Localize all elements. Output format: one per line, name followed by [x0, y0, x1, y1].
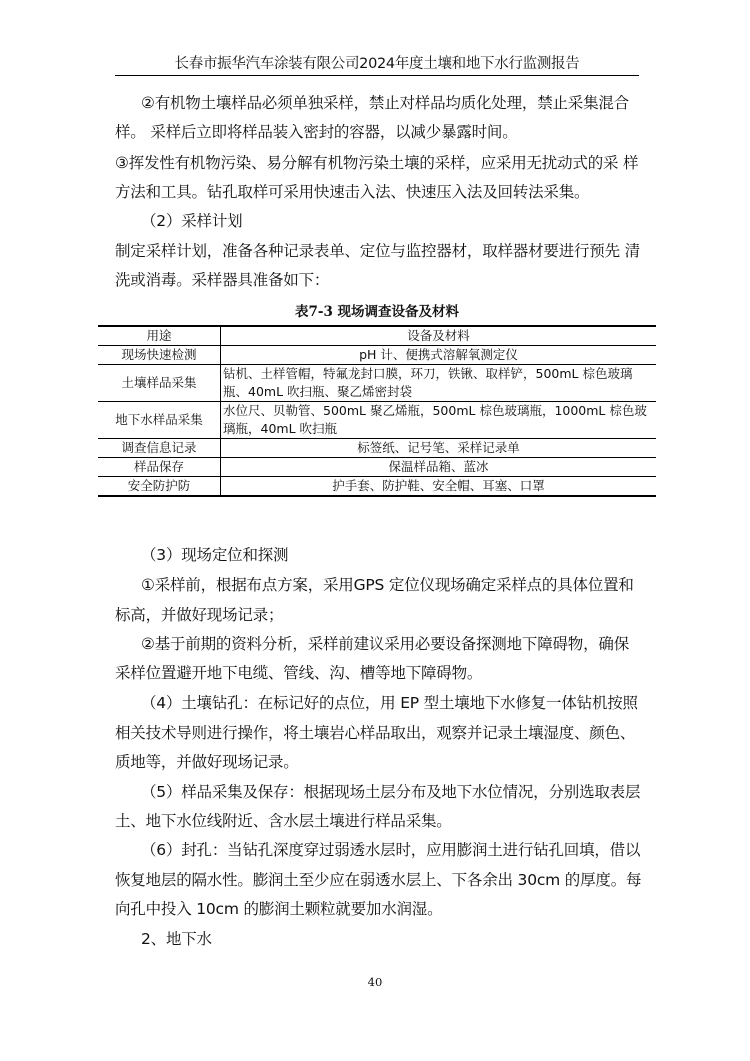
text-line: 向孔中投入 10cm 的膨润土颗粒就要加水润湿。 [115, 900, 443, 918]
text-line: （5）样品采集及保存：根据现场土层分布及地下水位情况，分别选取表层 [141, 783, 641, 801]
text-line: 标高，并做好现场记录； [115, 606, 284, 624]
text-line: 土、地下水位线附近、含水层土壤进行样品采集。 [115, 812, 452, 830]
table-header-row [98, 326, 656, 346]
table-row [98, 477, 656, 497]
text-line: ①采样前，根据布点方案，采用GPS 定位仪现场确定采样点的具体位置和 [141, 576, 634, 594]
cell-purpose: 样品保存 [98, 458, 221, 477]
cell-purpose: 安全防护防 [98, 477, 221, 497]
section-heading: （2）采样计划 [141, 212, 243, 230]
text-line: 方法和工具。钻孔取样可采用快速击入法、快速压入法及回转法采集。 [115, 183, 590, 201]
cell-equipment: 保温样品箱、蓝冰 [388, 459, 489, 474]
header-rule [115, 75, 639, 76]
text-line: 质地等，并做好现场记录。 [115, 753, 299, 771]
cell-equipment: pH 计、便携式溶解氧测定仪 [359, 347, 518, 362]
table-row [98, 402, 656, 439]
equipment-table [98, 325, 656, 497]
text-line: ②基于前期的资料分析，采样前建议采用必要设备探测地下障碍物，确保 [141, 635, 629, 653]
table-row [98, 439, 656, 458]
text-line: 制定采样计划，准备各种记录表单、定位与监控器材，取样器材要进行预先 清 [115, 242, 640, 260]
cell-equipment: 护手套、防护鞋、安全帽、耳塞、口罩 [332, 478, 545, 493]
table-row [98, 458, 656, 477]
header-cell-purpose: 用途 [98, 326, 221, 346]
table-row [98, 365, 656, 402]
text-line: 采样位置避开地下电缆、管线、沟、槽等地下障碍物。 [115, 664, 483, 682]
text-line: ③挥发性有机物污染、易分解有机物污染土壤的采样，应采用无扰动式的采 样 [115, 154, 639, 172]
text-line: （6）封孔：当钻孔深度穿过弱透水层时，应用膨润土进行钻孔回填，借以 [141, 841, 641, 859]
header-cell-equipment: 设备及材料 [407, 328, 470, 343]
section-heading: （3）现场定位和探测 [141, 546, 289, 564]
text-line: （4）土壤钻孔：在标记好的点位，用 EP 型土壤地下水修复一体钻机按照 [141, 694, 638, 712]
cell-purpose: 调查信息记录 [98, 439, 221, 458]
table-caption: 表7-3 现场调查设备及材料 [294, 304, 460, 320]
cell-purpose: 地下水样品采集 [98, 402, 221, 439]
table-row [98, 346, 656, 365]
text-line: 洗或消毒。采样器具准备如下： [115, 271, 330, 289]
text-line: ②有机物土壤样品必须单独采样，禁止对样品均质化处理，禁止采集混合 [141, 94, 629, 112]
page-number: 40 [367, 975, 383, 989]
cell-purpose: 土壤样品采集 [98, 365, 221, 402]
text-line: 相关技术导则进行操作，将土壤岩心样品取出，观察并记录土壤湿度、颜色、 [115, 724, 636, 742]
text-line: 样。 采样后立即将样品装入密封的容器，以减少暴露时间。 [115, 123, 518, 141]
cell-equipment: 钻机、土样管帽，特氟龙封口膜，环刀，铁锹、取样铲，500mL 棕色玻璃瓶、40mL 吹扫瓶、聚乙烯密封袋 [223, 366, 633, 399]
cell-equipment: 水位尺、贝勒管、500mL 聚乙烯瓶，500mL 棕色玻璃瓶，1000mL 棕色玻璃瓶，40mL 吹扫瓶 [223, 403, 647, 436]
text-line: 恢复地层的隔水性。膨润土至少应在弱透水层上、下各余出 30cm 的厚度。每 [115, 871, 642, 889]
cell-purpose: 现场快速检测 [98, 346, 221, 365]
page-header: 长春市振华汽车涂装有限公司2024年度土壤和地下水行监测报告 [174, 56, 580, 72]
cell-equipment: 标签纸、记号笔、采样记录单 [357, 440, 520, 455]
section-heading: 2、地下水 [141, 930, 212, 948]
